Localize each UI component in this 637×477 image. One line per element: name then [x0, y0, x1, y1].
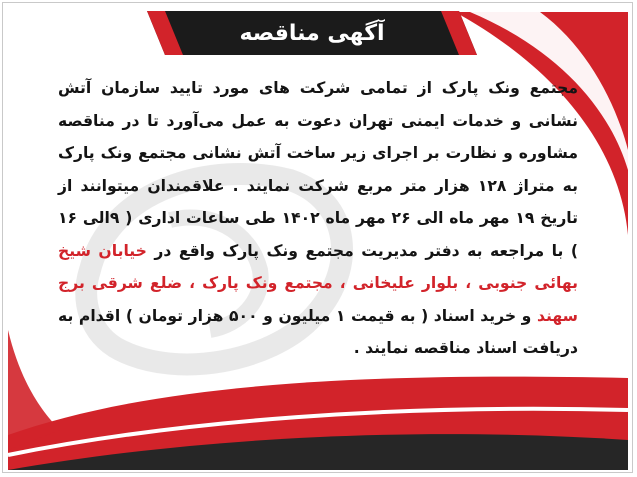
title-banner — [147, 11, 477, 55]
left-red-curl — [8, 330, 60, 450]
body-text-part-2: و خرید اسناد ( به قیمت ۱ میلیون و ۵۰۰ هزار تومان ) اقدام به دریافت اسناد مناقصه نمایند . — [58, 306, 578, 357]
address-highlight: خیابان شیخ بهائی جنوبی ، بلوار علیخانی ، مجتمع ونک پارک ، ضلع شرقی برج سهند — [58, 241, 578, 325]
ad-title: آگهی مناقصه — [239, 20, 385, 46]
body-text-part-1: مجتمع ونک پارک از تمامی شرکت های مورد تایید سازمان آتش نشانی و خدمات ایمنی تهران دعوت به عمل می‌آورد تا در مناقصه مشاوره و نظارت بر اجرای زیر ساخت آتش نشانی مجتمع ونک پارک به متراژ ۱۲۸ هزار متر مربع شرکت نمایند . علاقمندان میتوانند از تاریخ ۱۹ مهر ماه الی ۲۶ مهر ماه ۱۴۰۲ طی ساعات اداری ( ۹الی ۱۶ ) با مراجعه به دفتر مدیریت مجتمع ونک پارک واقع در — [58, 79, 579, 260]
ad-body — [58, 72, 578, 365]
